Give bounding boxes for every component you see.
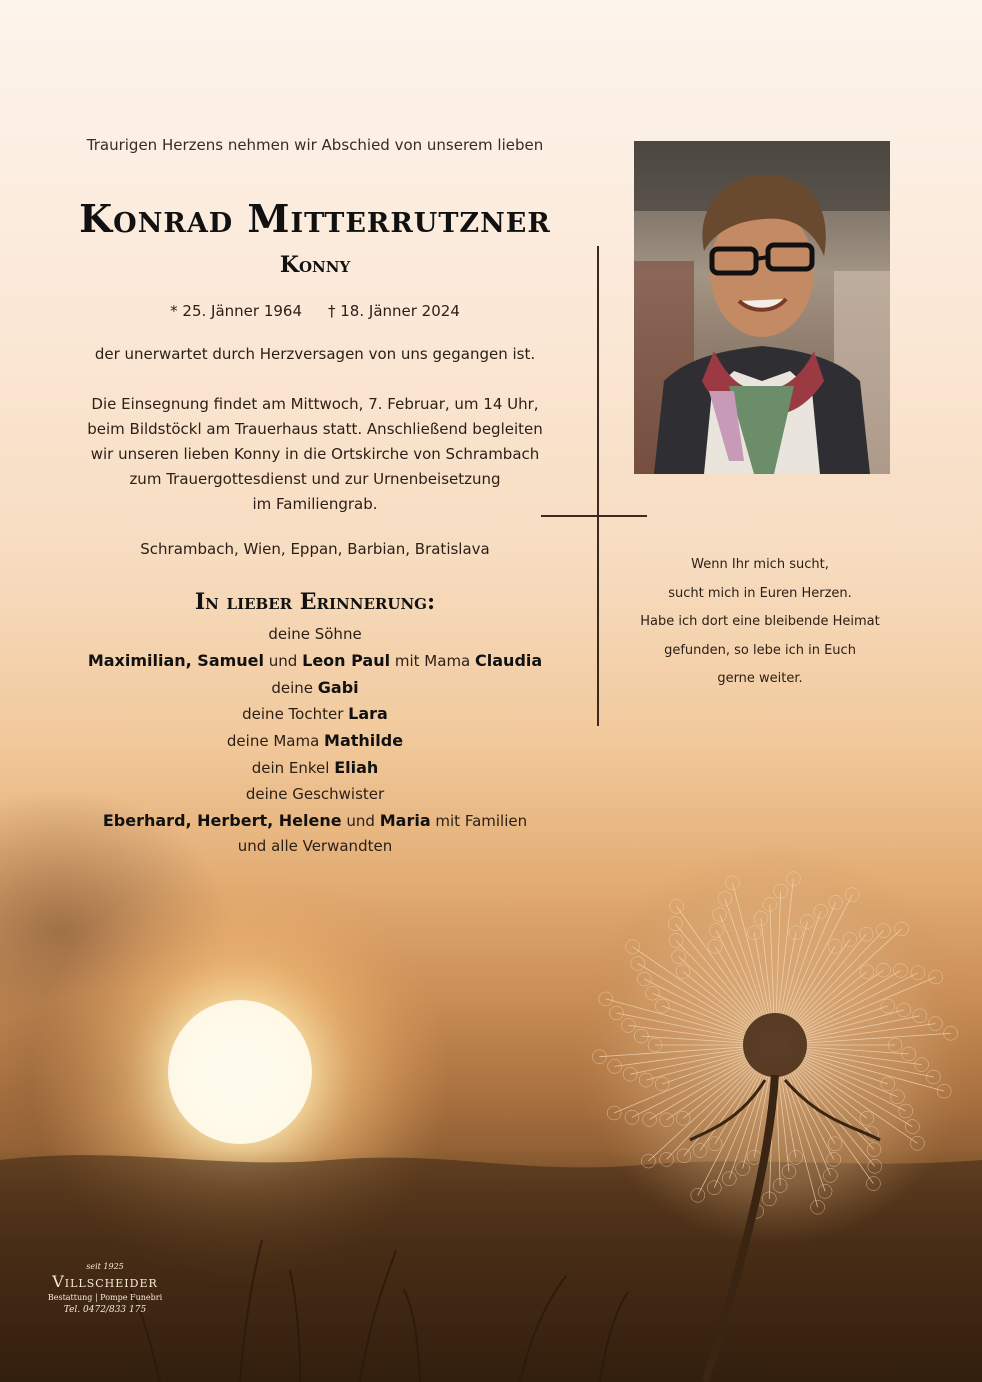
family-name: Eliah	[334, 757, 379, 777]
family-name: Gabi	[317, 677, 359, 697]
family-connector: und	[268, 651, 298, 670]
family-connector: und	[346, 811, 375, 830]
poem-line: sucht mich in Euren Herzen.	[668, 585, 852, 601]
portrait-photo	[634, 141, 890, 474]
death-date: † 18. Jänner 2024	[328, 302, 460, 320]
ceremony-line: wir unseren lieben Konny in die Ortskirche von Schrambach	[90, 445, 540, 463]
deceased-name: Konrad Mitterrutzner	[79, 196, 551, 241]
birth-date: * 25. Jänner 1964	[170, 302, 302, 320]
poem-line: gerne weiter.	[717, 671, 803, 686]
family-relation: dein Enkel	[251, 758, 330, 777]
cross-horizontal-bar	[541, 515, 647, 517]
poem-line: gefunden, so lebe ich in Euch	[664, 642, 856, 658]
poem-line: Wenn Ihr mich sucht,	[691, 557, 829, 572]
family-name: Claudia	[475, 650, 543, 670]
places-list: Schrambach, Wien, Eppan, Barbian, Bratislava	[140, 540, 490, 558]
logo-subtitle: Bestattung | Pompe Funebri	[47, 1293, 163, 1302]
family-relation: deine Söhne	[268, 625, 362, 643]
family-name: Maria	[379, 810, 431, 830]
memory-heading: In lieber Erinnerung:	[194, 589, 436, 615]
family-name: Eberhard, Herbert, Helene	[102, 810, 342, 830]
family-relation: deine	[271, 678, 313, 697]
family-list	[40, 622, 590, 860]
family-connector: mit Mama	[394, 651, 471, 670]
ceremony-line: im Familiengrab.	[252, 495, 378, 513]
family-name: Maximilian, Samuel	[87, 650, 265, 670]
family-row	[40, 755, 590, 782]
family-row	[40, 622, 590, 648]
family-row	[40, 728, 590, 755]
passing-text: der unerwartet durch Herzversagen von uns gegangen ist.	[94, 345, 536, 363]
family-row	[40, 701, 590, 728]
deceased-nickname: Konny	[279, 252, 351, 278]
family-row	[40, 834, 590, 860]
family-row	[40, 782, 590, 808]
family-connector: mit Familien	[435, 811, 528, 830]
family-relation: und alle Verwandten	[237, 837, 393, 856]
cross-vertical-bar	[597, 246, 599, 726]
ceremony-line: beim Bildstöckl am Trauerhaus statt. Anschließend begleiten	[87, 420, 543, 438]
family-row	[40, 675, 590, 702]
family-name: Mathilde	[324, 731, 404, 751]
life-dates	[60, 302, 570, 320]
ceremony-text	[60, 392, 570, 517]
ceremony-line: Die Einsegnung findet am Mittwoch, 7. Februar, um 14 Uhr,	[91, 395, 539, 413]
family-name: Leon Paul	[302, 650, 391, 670]
poem-line: Habe ich dort eine bleibende Heimat	[640, 614, 880, 629]
portrait-illustration	[634, 141, 890, 474]
family-relation: deine Tochter	[242, 705, 344, 724]
logo-phone: Tel. 0472/833 175	[63, 1305, 147, 1315]
logo-brand: Villscheider	[52, 1272, 158, 1291]
family-name: Lara	[348, 704, 388, 724]
family-relation: deine Mama	[226, 732, 320, 751]
funeral-home-logo	[40, 1262, 170, 1315]
ceremony-line: zum Trauergottesdienst und zur Urnenbeisetzung	[129, 470, 501, 488]
logo-since: seit 1925	[86, 1262, 124, 1271]
family-row	[40, 808, 590, 835]
intro-text: Traurigen Herzens nehmen wir Abschied von unserem lieben	[86, 136, 544, 154]
family-relation: deine Geschwister	[245, 784, 385, 803]
memorial-poem	[620, 551, 900, 694]
family-row	[40, 648, 590, 675]
